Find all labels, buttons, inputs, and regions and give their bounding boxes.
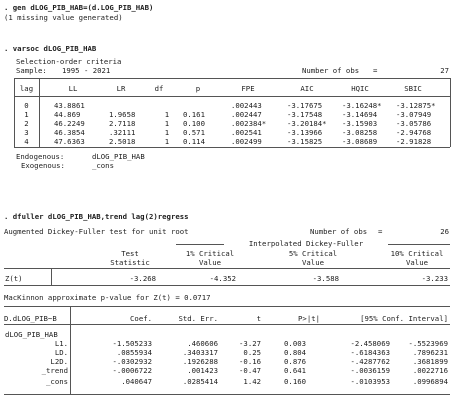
reg-cell-ci-low: -.0103953 — [350, 377, 390, 386]
reg-cell-coef: .0855934 — [116, 348, 152, 357]
reg-cell-ci-low: -.4287762 — [350, 357, 390, 366]
reg-cell-term: L2D. — [50, 357, 68, 366]
varsoc-cell-ll: 47.6363 — [54, 137, 85, 146]
reg-cell-coef: -1.505233 — [112, 339, 152, 348]
varsoc-header-fpe: FPE — [241, 84, 255, 93]
varsoc-cell-lr: .32111 — [109, 128, 136, 137]
varsoc-sample-value: 1995 - 2021 — [62, 66, 111, 75]
dfuller-col-1pct-2: Value — [199, 258, 221, 267]
dfuller-command: . dfuller dLOG_PIB_HAB,trend lag(2)regress — [4, 212, 189, 221]
dfuller-col-1pct-1: 1% Critical — [185, 249, 235, 258]
varsoc-endog-value: dLOG_PIB_HAB — [92, 152, 145, 161]
varsoc-cell-hqic: -3.08258 — [342, 128, 378, 137]
varsoc-endog-label: Endogenous: — [16, 152, 65, 161]
varsoc-cell-df: 1 — [164, 110, 170, 119]
reg-cell-coef: -.0302932 — [112, 357, 152, 366]
varsoc-cell-p: 0.114 — [183, 137, 205, 146]
gen-command: . gen dLOG_PIB_HAB=(d.LOG_PIB_HAB) — [4, 3, 154, 12]
reg-cell-coef: -.0006722 — [112, 366, 152, 375]
dfuller-nobs-equals: = — [378, 227, 383, 236]
varsoc-cell-sbic: -2.91828 — [396, 137, 432, 146]
reg-cell-ci-high: .7896231 — [412, 348, 448, 357]
varsoc-cell-aic: -3.15825 — [287, 137, 323, 146]
varsoc-cell-sbic: -3.12875* — [396, 101, 436, 110]
dfuller-col-test-1: Test — [121, 249, 139, 258]
varsoc-header-aic: AIC — [300, 84, 314, 93]
varsoc-cell-hqic: -3.16248* — [342, 101, 382, 110]
reg-cell-term: L1. — [54, 339, 68, 348]
reg-cell-t: -0.16 — [239, 357, 261, 366]
reg-cell-ci-high: .0022716 — [412, 366, 448, 375]
varsoc-lag-divider — [39, 78, 40, 147]
varsoc-sample-label: Sample: — [16, 66, 47, 75]
dfuller-mackinnon: MacKinnon approximate p-value for Z(t) = 0.0717 — [4, 293, 211, 302]
reg-cell-ci-high: .0996894 — [412, 377, 448, 386]
varsoc-header-df: df — [154, 84, 164, 93]
reg-divider — [70, 306, 71, 394]
varsoc-top-rule — [14, 78, 450, 79]
varsoc-cell-p: 0.100 — [183, 119, 205, 128]
reg-cell-ci-low: -.6184363 — [350, 348, 390, 357]
dfuller-col-10pct-1: 10% Critical — [390, 249, 444, 258]
varsoc-cell-lag: 3 — [24, 128, 29, 137]
varsoc-header-lag: lag — [19, 84, 34, 93]
varsoc-header-ll: LL — [68, 84, 78, 93]
varsoc-cell-fpe: .002447 — [231, 110, 262, 119]
varsoc-cell-aic: -3.20184* — [287, 119, 327, 128]
varsoc-cell-ll: 44.869 — [54, 110, 81, 119]
reg-cell-se: .0285414 — [182, 377, 218, 386]
dfuller-crit-1pct: -4.352 — [209, 274, 236, 283]
reg-header-coef: Coef. — [130, 314, 152, 323]
varsoc-bottom-rule — [14, 147, 450, 148]
reg-cell-se: .001423 — [187, 366, 218, 375]
dfuller-title: Augmented Dickey-Fuller test for unit root — [4, 227, 189, 236]
dfuller-interp-rule-right — [388, 244, 450, 245]
varsoc-right-border — [450, 78, 451, 147]
varsoc-cell-lag: 2 — [24, 119, 29, 128]
varsoc-header-hqic: HQIC — [351, 84, 369, 93]
varsoc-header-sbic: SBIC — [404, 84, 422, 93]
varsoc-cell-sbic: -3.07949 — [396, 110, 432, 119]
reg-cell-ci-high: .3681899 — [412, 357, 448, 366]
varsoc-title: Selection-order criteria — [16, 57, 122, 66]
dfuller-nobs-value: 26 — [440, 227, 449, 236]
varsoc-cell-lag: 0 — [24, 101, 29, 110]
dfuller-interp-rule-left — [176, 244, 224, 245]
varsoc-nobs-value: 27 — [440, 66, 449, 75]
reg-header-ci: [95% Conf. Interval] — [360, 314, 448, 323]
varsoc-cell-lr: 2.5018 — [109, 137, 136, 146]
varsoc-cell-p: 0.571 — [183, 128, 205, 137]
reg-bottom-rule — [4, 394, 450, 395]
dfuller-col-test-2: Statistic — [110, 258, 150, 267]
varsoc-cell-lag: 4 — [24, 137, 29, 146]
varsoc-cell-hqic: -3.08689 — [342, 137, 378, 146]
dfuller-stat-bottom-rule — [4, 285, 450, 286]
reg-cell-t: 0.25 — [243, 348, 261, 357]
reg-cell-p: 0.804 — [284, 348, 306, 357]
varsoc-cell-sbic: -3.05786 — [396, 119, 432, 128]
varsoc-cell-ll: 43.8861 — [54, 101, 85, 110]
reg-header-depvar: D.dLOG_PIB~B — [4, 314, 57, 323]
reg-cell-term: LD. — [54, 348, 68, 357]
varsoc-cell-aic: -3.17548 — [287, 110, 323, 119]
dfuller-col-5pct-2: Value — [302, 258, 324, 267]
varsoc-cell-fpe: .002443 — [231, 101, 262, 110]
reg-cell-se: .460606 — [187, 339, 218, 348]
reg-cell-p: 0.876 — [284, 357, 306, 366]
reg-cell-se: .3403317 — [182, 348, 218, 357]
gen-note: (1 missing value generated) — [4, 13, 123, 22]
reg-cell-t: -0.47 — [239, 366, 261, 375]
dfuller-col-10pct-2: Value — [406, 258, 428, 267]
reg-header-se: Std. Err. — [178, 314, 218, 323]
dfuller-interp-header: Interpolated Dickey-Fuller — [248, 239, 364, 248]
varsoc-cell-hqic: -3.14694 — [342, 110, 378, 119]
varsoc-nobs-label: Number of obs — [302, 66, 360, 75]
reg-cell-ci-low: -2.458069 — [350, 339, 390, 348]
reg-var-name: dLOG_PIB_HAB — [5, 330, 58, 339]
reg-cell-term: _trend — [41, 366, 68, 375]
varsoc-header-p: p — [195, 84, 201, 93]
dfuller-stat-divider — [51, 268, 52, 285]
varsoc-cell-df: 1 — [164, 137, 170, 146]
varsoc-cell-p: 0.161 — [183, 110, 205, 119]
varsoc-cell-df: 1 — [164, 119, 170, 128]
varsoc-exog-label: Exogenous: — [21, 161, 65, 170]
reg-cell-ci-low: -.0036159 — [350, 366, 390, 375]
dfuller-col-5pct-1: 5% Critical — [288, 249, 338, 258]
varsoc-nobs-equals: = — [373, 66, 378, 75]
varsoc-cell-lag: 1 — [24, 110, 29, 119]
dfuller-stat-rule — [4, 268, 450, 269]
varsoc-cell-ll: 46.2249 — [54, 119, 85, 128]
reg-header-p: P>|t| — [298, 314, 320, 323]
reg-cell-p: 0.641 — [284, 366, 306, 375]
varsoc-cell-lr: 2.7118 — [109, 119, 136, 128]
varsoc-cell-ll: 46.3854 — [54, 128, 85, 137]
varsoc-cell-fpe: .002384* — [231, 119, 267, 128]
varsoc-command: . varsoc dLOG_PIB_HAB — [4, 44, 97, 53]
varsoc-cell-aic: -3.17675 — [287, 101, 323, 110]
varsoc-exog-value: _cons — [92, 161, 114, 170]
varsoc-cell-df: 1 — [164, 128, 170, 137]
dfuller-stat-label: Z(t) — [5, 274, 23, 283]
reg-cell-t: 1.42 — [243, 377, 261, 386]
dfuller-nobs-label: Number of obs — [310, 227, 368, 236]
dfuller-crit-10pct: -3.233 — [421, 274, 448, 283]
varsoc-header-rule — [14, 96, 450, 97]
reg-cell-ci-high: -.5523969 — [408, 339, 448, 348]
dfuller-stat-value: -3.268 — [129, 274, 156, 283]
varsoc-header-lr: LR — [116, 84, 126, 93]
reg-cell-coef: .040647 — [121, 377, 152, 386]
varsoc-cell-fpe: .002541 — [231, 128, 262, 137]
dfuller-crit-5pct: -3.588 — [312, 274, 339, 283]
varsoc-cell-aic: -3.13966 — [287, 128, 323, 137]
varsoc-cell-sbic: -2.94768 — [396, 128, 432, 137]
reg-cell-p: 0.160 — [284, 377, 306, 386]
varsoc-cell-fpe: .002499 — [231, 137, 262, 146]
reg-cell-term: _cons — [46, 377, 68, 386]
varsoc-cell-hqic: -3.15903 — [342, 119, 378, 128]
reg-header-t: t — [256, 314, 261, 323]
reg-cell-p: 0.003 — [284, 339, 306, 348]
reg-cell-t: -3.27 — [239, 339, 261, 348]
reg-cell-se: .1926288 — [182, 357, 218, 366]
varsoc-cell-lr: 1.9658 — [109, 110, 136, 119]
